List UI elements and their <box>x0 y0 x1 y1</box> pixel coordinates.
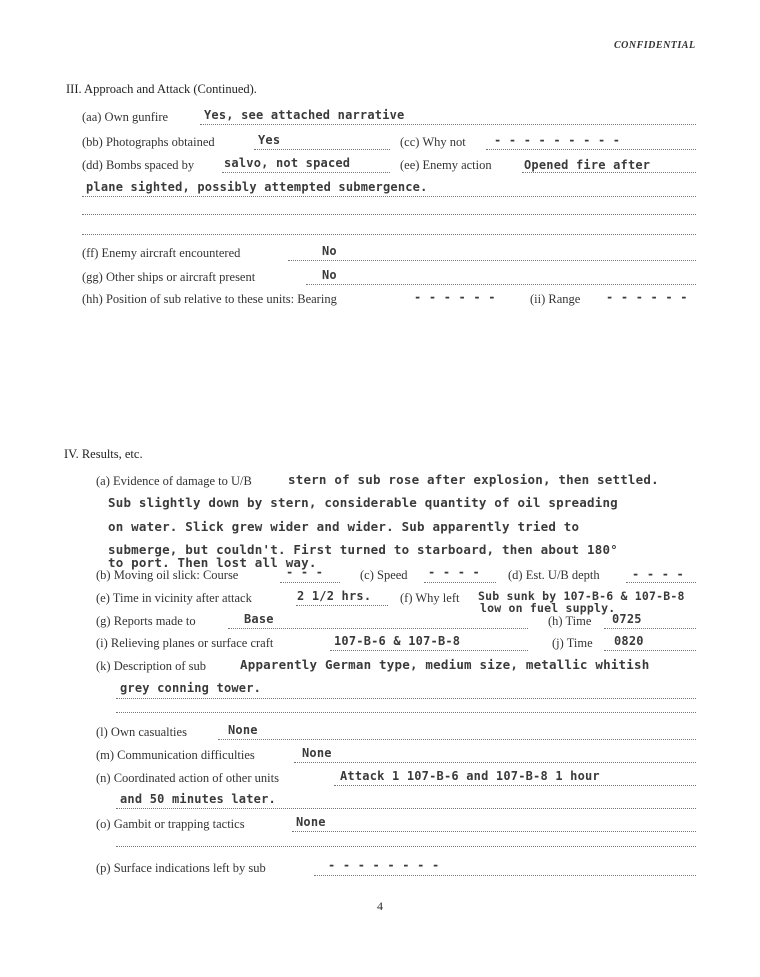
field-bb-value: Yes <box>258 133 281 147</box>
field-a-line-3: on water. Slick grew wider and wider. Sub apparently tried to <box>108 519 580 534</box>
field-k-value-2: grey conning tower. <box>120 681 262 695</box>
field-c-line <box>424 582 496 583</box>
field-h-label: (h) Time <box>548 614 592 628</box>
field-p-line <box>314 875 696 876</box>
field-aa-label: (aa) Own gunfire <box>82 110 169 124</box>
field-h-value: 0725 <box>612 612 642 626</box>
field-n-line <box>334 785 696 786</box>
field-gg-label: (gg) Other ships or aircraft present <box>82 270 256 284</box>
field-h-line <box>604 628 696 629</box>
field-n-label: (n) Coordinated action of other units <box>96 771 279 785</box>
field-f-value-2: low on fuel supply. <box>480 601 616 615</box>
field-i-line <box>330 650 528 651</box>
field-m-label: (m) Communication difficulties <box>96 748 255 762</box>
field-a-line-1: stern of sub rose after explosion, then settled. <box>288 472 659 487</box>
field-bb-line <box>254 149 390 150</box>
field-a-line-4: submerge, but couldn't. First turned to starboard, then about 180° <box>108 542 618 557</box>
field-e-value: 2 1/2 hrs. <box>297 589 372 603</box>
field-c-value: - - - - <box>428 565 480 579</box>
blank-line <box>116 846 696 847</box>
field-e-label: (e) Time in vicinity after attack <box>96 591 252 605</box>
field-aa-value: Yes, see attached narrative <box>204 108 405 122</box>
field-ee-line <box>522 172 696 173</box>
field-m-value: None <box>302 746 332 760</box>
field-f-value: Sub sunk by 107-B-6 & 107-B-8 <box>478 589 685 603</box>
field-cc-label: (cc) Why not <box>400 135 466 149</box>
field-ee-value: Opened fire after <box>524 158 651 172</box>
field-b-value: - - - <box>286 565 324 579</box>
field-o-line <box>292 831 696 832</box>
field-p-label: (p) Surface indications left by sub <box>96 861 266 875</box>
field-d-value: - - - - <box>632 567 684 581</box>
field-l-value: None <box>228 723 258 737</box>
blank-line <box>82 214 696 215</box>
field-o-value: None <box>296 815 326 829</box>
field-o-label: (o) Gambit or trapping tactics <box>96 817 245 831</box>
field-a-line-2: Sub slightly down by stern, considerable quantity of oil spreading <box>108 495 618 510</box>
field-n-value: Attack 1 107-B-6 and 107-B-8 1 hour <box>340 769 600 783</box>
field-dd-line <box>222 172 390 173</box>
field-d-line <box>626 582 696 583</box>
field-f-label: (f) Why left <box>400 591 460 605</box>
field-g-label: (g) Reports made to <box>96 614 196 628</box>
field-m-line <box>294 762 696 763</box>
field-dd-label: (dd) Bombs spaced by <box>82 158 195 172</box>
blank-line <box>82 234 696 235</box>
field-ff-value: No <box>322 244 337 258</box>
field-bb-label: (bb) Photographs obtained <box>82 135 215 149</box>
field-ee-value-2: plane sighted, possibly attempted submergence. <box>86 180 428 194</box>
field-l-line <box>218 739 696 740</box>
blank-line <box>116 712 696 713</box>
field-k-value: Apparently German type, medium size, metallic whitish <box>240 657 650 672</box>
field-aa-line <box>200 124 696 125</box>
field-j-label: (j) Time <box>552 636 593 650</box>
field-dd-value: salvo, not spaced <box>224 156 351 170</box>
field-j-value: 0820 <box>614 634 644 648</box>
field-cc-line <box>486 149 696 150</box>
field-ff-label: (ff) Enemy aircraft encountered <box>82 246 241 260</box>
field-i-label: (i) Relieving planes or surface craft <box>96 636 274 650</box>
field-n-line-2 <box>116 808 696 809</box>
page-number: 4 <box>377 899 383 913</box>
field-k-line-2 <box>116 698 696 699</box>
field-cc-value: - - - - - - - - - <box>494 133 621 147</box>
field-ii-value: - - - - - - <box>606 290 688 304</box>
field-g-value: Base <box>244 612 274 626</box>
field-ee-line-2 <box>82 196 696 197</box>
field-j-line <box>604 650 696 651</box>
field-e-line <box>296 605 388 606</box>
field-k-label: (k) Description of sub <box>96 659 207 673</box>
field-b-label: (b) Moving oil slick: Course <box>96 568 239 582</box>
field-gg-value: No <box>322 268 337 282</box>
field-l-label: (l) Own casualties <box>96 725 187 739</box>
field-a-label: (a) Evidence of damage to U/B <box>96 474 252 488</box>
field-hh-label: (hh) Position of sub relative to these units: Bearing <box>82 292 337 306</box>
field-n-value-2: and 50 minutes later. <box>120 792 276 806</box>
field-a-line-5: to port. Then lost all way. <box>108 555 317 570</box>
field-i-value: 107-B-6 & 107-B-8 <box>334 634 461 648</box>
field-p-value: - - - - - - - - <box>328 858 440 872</box>
field-b-line <box>280 582 340 583</box>
confidential-mark: CONFIDENTIAL <box>614 40 696 51</box>
section-iii-heading: III. Approach and Attack (Continued). <box>66 82 257 96</box>
field-d-label: (d) Est. U/B depth <box>508 568 600 582</box>
field-hh-value: - - - - - - <box>414 290 496 304</box>
field-ff-line <box>288 260 696 261</box>
field-ii-label: (ii) Range <box>530 292 581 306</box>
field-gg-line <box>306 284 696 285</box>
field-ee-label: (ee) Enemy action <box>400 158 492 172</box>
field-g-line <box>228 628 528 629</box>
section-iv-heading: IV. Results, etc. <box>64 447 143 461</box>
field-c-label: (c) Speed <box>360 568 408 582</box>
